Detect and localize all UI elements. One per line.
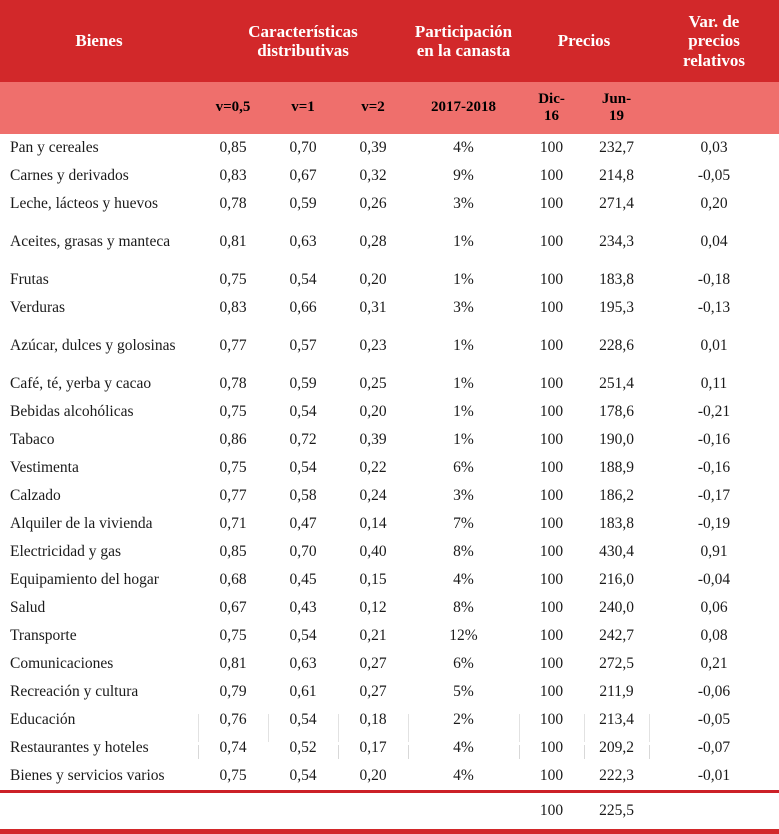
relative-price-var-value: -0,06 <box>697 683 731 701</box>
table-row <box>0 134 779 162</box>
v2-value: 0,24 <box>359 487 387 505</box>
v05-value: 0,81 <box>219 233 247 251</box>
relative-price-var-value: 0,20 <box>700 195 728 213</box>
dic16-price-value: 100 <box>539 739 564 757</box>
v2-value: 0,15 <box>359 571 387 589</box>
dic16-price-value: 100 <box>539 543 564 561</box>
table-row <box>0 162 779 190</box>
goods-name: Carnes y derivados <box>10 167 129 185</box>
dic16-price-value: 100 <box>539 431 564 449</box>
relative-price-var-value: -0,01 <box>697 767 731 785</box>
jun19-price-value: 209,2 <box>599 739 634 757</box>
goods-name: Pan y cereales <box>10 139 99 157</box>
v05-value: 0,75 <box>219 403 247 421</box>
goods-name: Salud <box>10 599 46 617</box>
total-v05-value <box>198 793 268 829</box>
subheader-v05: v=0,5 <box>198 82 268 134</box>
dic16-price-value: 100 <box>539 195 564 213</box>
v05-value: 0,77 <box>219 487 247 505</box>
relative-price-var-value: -0,19 <box>697 515 731 533</box>
jun19-price-value: 188,9 <box>599 459 634 477</box>
table-row <box>0 454 779 482</box>
basket-share-value: 7% <box>453 515 474 533</box>
dic16-price-value: 100 <box>539 403 564 421</box>
jun19-price-value: 272,5 <box>599 655 634 673</box>
v1-value: 0,54 <box>289 767 317 785</box>
relative-price-var-value: -0,17 <box>697 487 731 505</box>
header-group-bienes <box>0 0 198 82</box>
goods-name: Aceites, grasas y manteca <box>10 233 171 251</box>
dic16-price-value: 100 <box>539 271 564 289</box>
table-bottom-rule-row <box>0 829 779 834</box>
v1-value: 0,66 <box>289 299 317 317</box>
header-group-participacion-line1: Participación <box>414 21 513 41</box>
subheader-jun-19-line2: 19 <box>609 108 625 124</box>
relative-price-var-value: 0,21 <box>700 655 728 673</box>
dic16-price-value: 100 <box>539 459 564 477</box>
header-group-precios <box>519 0 649 82</box>
goods-name: Recreación y cultura <box>10 683 139 701</box>
dic16-price-value: 100 <box>539 655 564 673</box>
header-group-var-line3: relativos <box>683 50 746 70</box>
v1-value: 0,72 <box>289 431 317 449</box>
relative-price-var-value: -0,16 <box>697 431 731 449</box>
table-row <box>0 706 779 734</box>
goods-name: Azúcar, dulces y golosinas <box>10 337 176 355</box>
v1-value: 0,59 <box>289 195 317 213</box>
v2-value: 0,20 <box>359 403 387 421</box>
v2-value: 0,12 <box>359 599 387 617</box>
v05-value: 0,85 <box>219 139 247 157</box>
v2-value: 0,22 <box>359 459 387 477</box>
subheader-periodo-canasta: 2017-2018 <box>408 82 519 134</box>
relative-price-var-value: -0,05 <box>697 711 731 729</box>
basket-share-value: 6% <box>453 655 474 673</box>
dic16-price-value: 100 <box>539 571 564 589</box>
relative-price-var-value: 0,91 <box>700 543 728 561</box>
basket-share-value: 4% <box>453 767 474 785</box>
v1-value: 0,54 <box>289 271 317 289</box>
jun19-price-value: 190,0 <box>599 431 634 449</box>
jun19-price-value: 242,7 <box>599 627 634 645</box>
jun19-price-value: 232,7 <box>599 139 634 157</box>
table-body <box>0 134 779 834</box>
v1-value: 0,58 <box>289 487 317 505</box>
v2-value: 0,28 <box>359 233 387 251</box>
v1-value: 0,45 <box>289 571 317 589</box>
dic16-price-value: 100 <box>539 139 564 157</box>
v1-value: 0,47 <box>289 515 317 533</box>
goods-name: Leche, lácteos y huevos <box>10 195 159 213</box>
v1-value: 0,67 <box>289 167 317 185</box>
dic16-price-value: 100 <box>539 167 564 185</box>
subheader-v2: v=2 <box>338 82 408 134</box>
table-row <box>0 650 779 678</box>
basket-share-value: 2% <box>453 711 474 729</box>
header-group-bienes-line1: Bienes <box>75 31 123 51</box>
jun19-price-value: 186,2 <box>599 487 634 505</box>
subheader-bienes <box>0 82 198 134</box>
goods-name: Bienes y servicios varios <box>10 767 165 785</box>
table-row <box>0 294 779 322</box>
dic16-price-value: 100 <box>539 375 564 393</box>
goods-name: Educación <box>10 711 76 729</box>
v1-value: 0,54 <box>289 403 317 421</box>
header-subcolumn-row <box>0 82 779 134</box>
v1-value: 0,63 <box>289 655 317 673</box>
goods-name: Restaurantes y hoteles <box>10 739 149 757</box>
basket-share-value: 1% <box>453 337 474 355</box>
v05-value: 0,81 <box>219 655 247 673</box>
basket-share-value: 8% <box>453 543 474 561</box>
v05-value: 0,74 <box>219 739 247 757</box>
header-group-var-line2: precios <box>688 31 740 51</box>
v1-value: 0,54 <box>289 459 317 477</box>
dic16-price-value: 100 <box>539 683 564 701</box>
jun19-price-value: 240,0 <box>599 599 634 617</box>
v2-value: 0,32 <box>359 167 387 185</box>
table-row <box>0 266 779 294</box>
relative-price-var-value: 0,11 <box>700 375 728 393</box>
table-row <box>0 678 779 706</box>
v1-value: 0,57 <box>289 337 317 355</box>
v1-value: 0,54 <box>289 627 317 645</box>
header-group-caracteristicas <box>198 0 408 82</box>
goods-name: Alquiler de la vivienda <box>10 515 153 533</box>
relative-price-var-value: -0,21 <box>697 403 731 421</box>
goods-name: Café, té, yerba y cacao <box>10 375 152 393</box>
v1-value: 0,63 <box>289 233 317 251</box>
basket-share-value: 6% <box>453 459 474 477</box>
table-row <box>0 482 779 510</box>
header-group-participacion <box>408 0 519 82</box>
jun19-price-value: 178,6 <box>599 403 634 421</box>
relative-price-var-value: 0,01 <box>700 337 728 355</box>
subheader-v1: v=1 <box>268 82 338 134</box>
v05-value: 0,75 <box>219 271 247 289</box>
v05-value: 0,75 <box>219 767 247 785</box>
relative-price-var-value: -0,13 <box>697 299 731 317</box>
relative-price-var-value: 0,03 <box>700 139 728 157</box>
jun19-price-value: 271,4 <box>599 195 634 213</box>
jun19-price-value: 183,8 <box>599 271 634 289</box>
dic16-price-value: 100 <box>539 599 564 617</box>
goods-name: Vestimenta <box>10 459 79 477</box>
v2-value: 0,39 <box>359 139 387 157</box>
relative-price-var-value: -0,04 <box>697 571 731 589</box>
v2-value: 0,20 <box>359 271 387 289</box>
v05-value: 0,83 <box>219 299 247 317</box>
v05-value: 0,78 <box>219 375 247 393</box>
basket-share-value: 3% <box>453 487 474 505</box>
jun19-price-value: 228,6 <box>599 337 634 355</box>
v05-value: 0,85 <box>219 543 247 561</box>
dic16-price-value: 100 <box>539 627 564 645</box>
total-row <box>0 793 779 829</box>
total-v1-value <box>268 793 338 829</box>
header-group-caracteristicas-line2: distributivas <box>257 41 349 60</box>
basket-share-value: 1% <box>453 233 474 251</box>
jun19-price-value: 213,4 <box>599 711 634 729</box>
v2-value: 0,14 <box>359 515 387 533</box>
total-v2-value <box>338 793 408 829</box>
v1-value: 0,61 <box>289 683 317 701</box>
header-group-participacion-line2: en la canasta <box>416 41 511 60</box>
basket-share-value: 1% <box>453 403 474 421</box>
table-row <box>0 190 779 218</box>
v05-value: 0,79 <box>219 683 247 701</box>
basket-share-value: 4% <box>453 139 474 157</box>
dic16-price-value: 100 <box>539 711 564 729</box>
basket-share-value: 8% <box>453 599 474 617</box>
total-dic16-price-value: 100 <box>539 802 564 820</box>
relative-price-var-value: -0,18 <box>697 271 731 289</box>
goods-name: Transporte <box>10 627 77 645</box>
basket-share-value: 4% <box>453 739 474 757</box>
v2-value: 0,17 <box>359 739 387 757</box>
total-goods-name <box>0 793 198 829</box>
v1-value: 0,54 <box>289 711 317 729</box>
dic16-price-value: 100 <box>539 767 564 785</box>
basket-share-value: 3% <box>453 299 474 317</box>
basket-share-value: 1% <box>453 271 474 289</box>
v05-value: 0,67 <box>219 599 247 617</box>
goods-name: Verduras <box>10 299 66 317</box>
relative-price-var-value: -0,16 <box>697 459 731 477</box>
basket-share-value: 12% <box>449 627 478 645</box>
v2-value: 0,39 <box>359 431 387 449</box>
jun19-price-value: 183,8 <box>599 515 634 533</box>
table-row <box>0 622 779 650</box>
v1-value: 0,52 <box>289 739 317 757</box>
table-bottom-rule <box>0 829 779 834</box>
v05-value: 0,75 <box>219 459 247 477</box>
v2-value: 0,20 <box>359 767 387 785</box>
table-head <box>0 0 779 134</box>
jun19-price-value: 195,3 <box>599 299 634 317</box>
relative-price-var-value: -0,05 <box>697 167 731 185</box>
basket-share-value: 1% <box>453 431 474 449</box>
header-group-precios-line1: Precios <box>557 31 611 51</box>
dic16-price-value: 100 <box>539 515 564 533</box>
v05-value: 0,76 <box>219 711 247 729</box>
goods-name: Comunicaciones <box>10 655 114 673</box>
v2-value: 0,27 <box>359 683 387 701</box>
header-group-caracteristicas-line1: Características <box>248 21 358 41</box>
table-row <box>0 538 779 566</box>
jun19-price-value: 234,3 <box>599 233 634 251</box>
header-group-var-precios-relativos <box>649 0 779 82</box>
table-row <box>0 218 779 266</box>
goods-name: Frutas <box>10 271 49 289</box>
v2-value: 0,26 <box>359 195 387 213</box>
subheader-var-relativos <box>649 82 779 134</box>
dic16-price-value: 100 <box>539 299 564 317</box>
basket-share-value: 4% <box>453 571 474 589</box>
table-row <box>0 426 779 454</box>
v2-value: 0,40 <box>359 543 387 561</box>
v1-value: 0,43 <box>289 599 317 617</box>
relative-price-var-value: 0,06 <box>700 599 728 617</box>
v05-value: 0,83 <box>219 167 247 185</box>
v2-value: 0,18 <box>359 711 387 729</box>
subheader-jun-19-line1: Jun- <box>601 90 632 107</box>
basket-share-value: 5% <box>453 683 474 701</box>
basket-share-value: 1% <box>453 375 474 393</box>
table-row <box>0 510 779 538</box>
table-row <box>0 322 779 370</box>
v2-value: 0,27 <box>359 655 387 673</box>
v05-value: 0,78 <box>219 195 247 213</box>
v05-value: 0,77 <box>219 337 247 355</box>
v2-value: 0,25 <box>359 375 387 393</box>
table-row <box>0 594 779 622</box>
goods-name: Electricidad y gas <box>10 543 122 561</box>
total-basket-share-value <box>408 793 519 829</box>
jun19-price-value: 222,3 <box>599 767 634 785</box>
v2-value: 0,31 <box>359 299 387 317</box>
dic16-price-value: 100 <box>539 233 564 251</box>
header-group-var-line1: Var. de <box>688 12 740 32</box>
v05-value: 0,71 <box>219 515 247 533</box>
relative-price-var-value: 0,08 <box>700 627 728 645</box>
table-row <box>0 398 779 426</box>
goods-name: Calzado <box>10 487 61 505</box>
basket-share-value: 3% <box>453 195 474 213</box>
goods-name: Tabaco <box>10 431 55 449</box>
table-row <box>0 566 779 594</box>
footer-gridlines <box>0 745 779 759</box>
total-jun19-price-value: 225,5 <box>599 802 634 820</box>
v05-value: 0,86 <box>219 431 247 449</box>
table-row <box>0 762 779 790</box>
relative-price-var-value: 0,04 <box>700 233 728 251</box>
header-group-row <box>0 0 779 82</box>
subheader-dic-16 <box>519 82 584 134</box>
jun19-price-value: 430,4 <box>599 543 634 561</box>
total-relative-price-var-value <box>649 793 779 829</box>
v2-value: 0,21 <box>359 627 387 645</box>
dic16-price-value: 100 <box>539 337 564 355</box>
dic16-price-value: 100 <box>539 487 564 505</box>
jun19-price-value: 251,4 <box>599 375 634 393</box>
v1-value: 0,70 <box>289 139 317 157</box>
v05-value: 0,68 <box>219 571 247 589</box>
jun19-price-value: 214,8 <box>599 167 634 185</box>
jun19-price-value: 211,9 <box>599 683 634 701</box>
table-row <box>0 370 779 398</box>
v1-value: 0,59 <box>289 375 317 393</box>
goods-name: Bebidas alcohólicas <box>10 403 134 421</box>
v1-value: 0,70 <box>289 543 317 561</box>
jun19-price-value: 216,0 <box>599 571 634 589</box>
v05-value: 0,75 <box>219 627 247 645</box>
v2-value: 0,23 <box>359 337 387 355</box>
relative-price-var-value: -0,07 <box>697 739 731 757</box>
subheader-dic-16-line1: Dic- <box>538 90 565 107</box>
subheader-jun-19 <box>584 82 649 134</box>
subheader-dic-16-line2: 16 <box>544 108 560 124</box>
basket-share-value: 9% <box>453 167 474 185</box>
goods-name: Equipamiento del hogar <box>10 571 159 589</box>
